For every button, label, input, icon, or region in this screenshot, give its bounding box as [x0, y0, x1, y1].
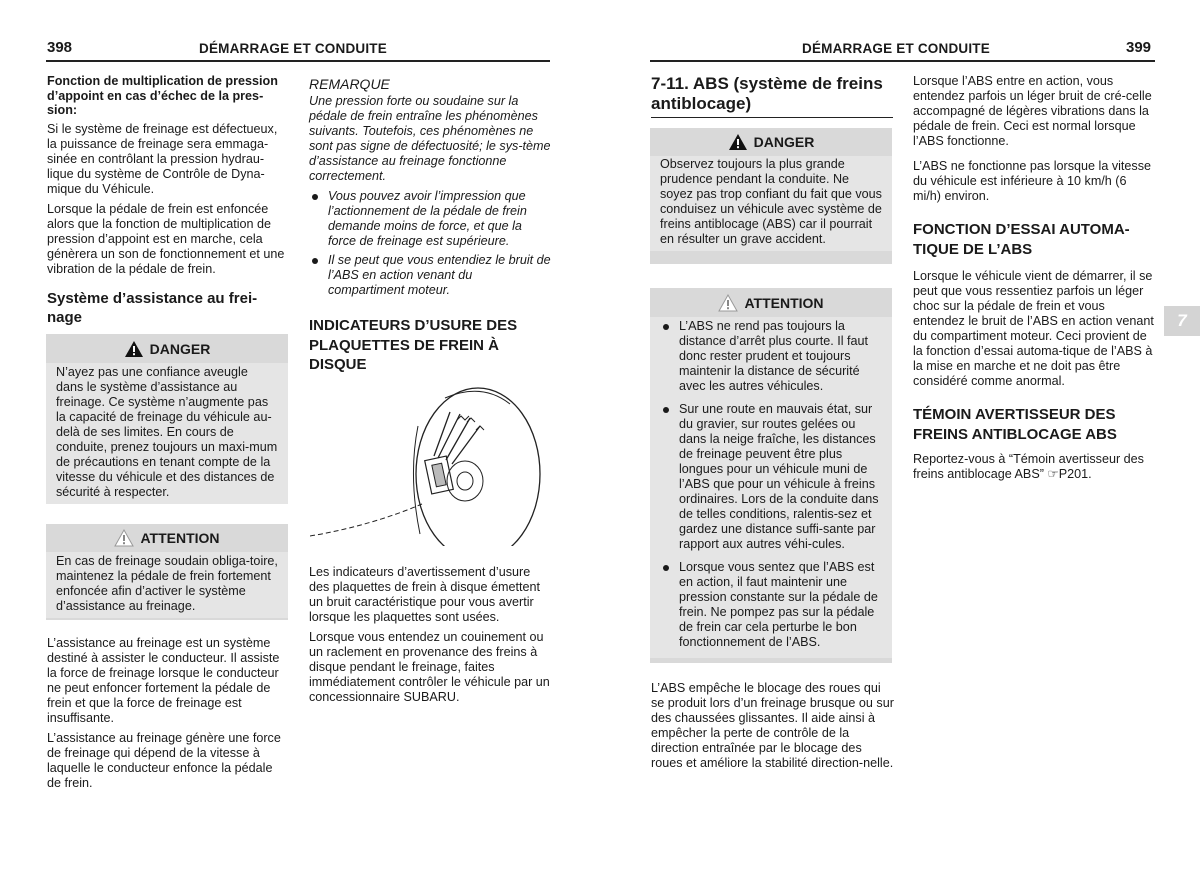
list-item: Lorsque vous sentez que l’ABS est en action, il faut maintenir une pression constante sur la pédale de frein. Ne pompez pas sur la pédale de frein car cela perturbe le bon fonctionnement de l’ABS. — [660, 560, 882, 650]
running-head-right: DÉMARRAGE ET CONDUITE — [802, 41, 990, 56]
right-column-2 — [913, 74, 1156, 487]
right-column-1-bottom — [651, 681, 894, 776]
brake-disc-illustration — [310, 386, 550, 546]
warning-triangle-icon — [124, 340, 144, 358]
paragraph: Lorsque la pédale de frein est enfoncée alors que la fonction de multiplication de pression d’appoint est en marche, cela génèrera un son de fonctionnement et une vibration de la pédale de frein. — [47, 201, 285, 276]
left-column-1-bottom — [47, 636, 288, 796]
page-number-right: 399 — [1126, 39, 1152, 56]
paragraph: L’ABS ne fonctionne pas lorsque la vitesse du véhicule est inférieure à 10 km/h (6 mi/h) environ. — [913, 159, 1152, 203]
chapter-heading-abs: 7-11. ABS (système de freins antiblocage) — [651, 74, 883, 113]
section-heading-brake-assist: Système d’assistance au frei-nage — [47, 289, 258, 326]
attention-bullets — [660, 319, 882, 650]
warning-triangle-icon — [718, 294, 738, 312]
attention-body — [650, 317, 892, 658]
paragraph: L’assistance au freinage génère une force de freinage qui dépend de la vitesse à laquelle le conducteur enfonce la pédale de frein. — [47, 731, 281, 790]
danger-title: DANGER — [650, 128, 892, 156]
left-column-2-bottom — [309, 565, 551, 710]
danger-text: N’ayez pas une confiance aveugle dans le système d’assistance au freinage. Ce système n’augmente pas la capacité de freinage du véhicule au-delà de ses limites. En cours de conduite, prenez toujours un maxi-mum de précautions en tenant compte de la vitesse du véhicule et des distances de sécurité à respecter. — [46, 363, 288, 504]
warning-triangle-icon — [728, 133, 748, 151]
list-item: L’ABS ne rend pas toujours la distance d’arrêt plus courte. Il faut donc rester prudent et toujours maintenir la distance de sécurité avec les autres véhicules. — [660, 319, 882, 394]
remark-title: REMARQUE — [309, 76, 390, 92]
paragraph: Lorsque l’ABS entre en action, vous entendez parfois un léger bruit de cré-celle accompagné de légères vibrations dans la pédale de frein. Ceci est normal lorsque l’ABS fonctionne. — [913, 74, 1152, 148]
list-item: Vous pouvez avoir l’impression que l’actionnement de la pédale de frein demande moins de force, et que la force de freinage est supérieure. — [309, 189, 551, 249]
attention-title: ATTENTION — [650, 289, 892, 317]
list-item: Il se peut que vous entendiez le bruit de l’ABS en action venant du compartiment moteur. — [309, 253, 551, 298]
paragraph: L’ABS empêche le blocage des roues qui se produit lors d’un freinage brusque ou sur des chaussées glissantes. Il aide ainsi à empêcher la perte de contrôle de la direction entraînée par le blocage des roues et améliore la stabilité direction-nelle. — [651, 681, 894, 770]
remark-bullets — [309, 189, 551, 298]
danger-box-right — [650, 128, 892, 264]
section-heading-self-test: FONCTION D’ESSAI AUTOMA-TIQUE DE L’ABS — [913, 221, 1130, 258]
paragraph: Reportez-vous à “Témoin avertisseur des freins antiblocage ABS” ☞P201. — [913, 452, 1144, 481]
page-number-left: 398 — [47, 39, 73, 56]
paragraph: L’assistance au freinage est un système destiné à assister le conducteur. Il assiste la force de freinage lorsque le conducteur ne peut enfoncer fortement la pédale de frein et que la force de freinage est insuffisante. — [47, 636, 280, 725]
subhead-pressure: Fonction de multiplication de pression d’appoint en cas d’échec de la pres-sion: — [47, 74, 278, 117]
paragraph: Si le système de freinage est défectueux, la puissance de freinage sera emmaga-sinée en contrôlant la pression hydrau-lique du système de Contrôle de Dyna-mique du Véhicule. — [47, 121, 278, 196]
chapter-tab: 7 — [1164, 306, 1200, 336]
section-heading-warning-light: TÉMOIN AVERTISSEUR DES FREINS ANTIBLOCAGE ABS — [913, 406, 1117, 443]
header-rule-right — [650, 60, 1155, 62]
attention-box-right — [650, 288, 892, 663]
attention-title: ATTENTION — [46, 524, 288, 552]
attention-box-left — [46, 524, 288, 620]
remark-text: Une pression forte ou soudaine sur la pédale de frein entraîne les phénomènes suivants. Toutefois, ces phénomènes ne sont pas signe de défectuosité; le sys-tème d’assistance au freinage fonctionne correctement. — [309, 94, 551, 183]
left-column-2 — [309, 77, 551, 375]
danger-box-left — [46, 334, 288, 500]
heading-underline — [651, 117, 893, 118]
list-item: Sur une route en mauvais état, sur du gravier, sur routes gelées ou dans la neige fraîche, les distances de freinage peuvent être plus longues pour un véhicule muni de l’ABS que pour un véhicule à freins ordinaires. Lors de la conduite dans de telles conditions, ralentis-sez et gardez une distance suffi-sante par rapport aux autres véhi-cules. — [660, 402, 882, 552]
danger-text: Observez toujours la plus grande prudence pendant la conduite. Ne soyez pas trop confiant du fait que vous conduisez un véhicule avec système de freins antiblocage (ABS) car il pourrait en résulter un grave accident. — [650, 156, 892, 251]
running-head-left: DÉMARRAGE ET CONDUITE — [199, 41, 387, 56]
right-column-1 — [651, 74, 893, 118]
left-column-1 — [47, 74, 288, 328]
paragraph: Les indicateurs d’avertissement d’usure des plaquettes de frein à disque émettent un bruit caractéristique pour vous avertir lorsque les plaquettes sont usées. — [309, 565, 541, 624]
header-rule-left — [46, 60, 550, 62]
warning-triangle-icon — [114, 529, 134, 547]
paragraph: Lorsque vous entendez un couinement ou un raclement en provenance des freins à disque pendant le freinage, faites immédiatement contrôler le véhicule par un concessionnaire SUBARU. — [309, 630, 550, 704]
paragraph: Lorsque le véhicule vient de démarrer, il se peut que vous ressentiez parfois un léger choc sur la pédale de frein et vous entendez le bruit de l’ABS en action venant du compartiment moteur. Ceci provient de la fonction d’essai automa-tique de l’ABS à la mise en marche et ne doit pas être considéré comme anormal. — [913, 269, 1154, 388]
section-heading-pad-wear: INDICATEURS D’USURE DES PLAQUETTES DE FREIN À DISQUE — [309, 317, 518, 373]
danger-title: DANGER — [46, 335, 288, 363]
attention-text: En cas de freinage soudain obliga-toire, maintenez la pédale de frein fortement enfoncée afin d’activer le système d’assistance au freinage. — [46, 552, 288, 618]
